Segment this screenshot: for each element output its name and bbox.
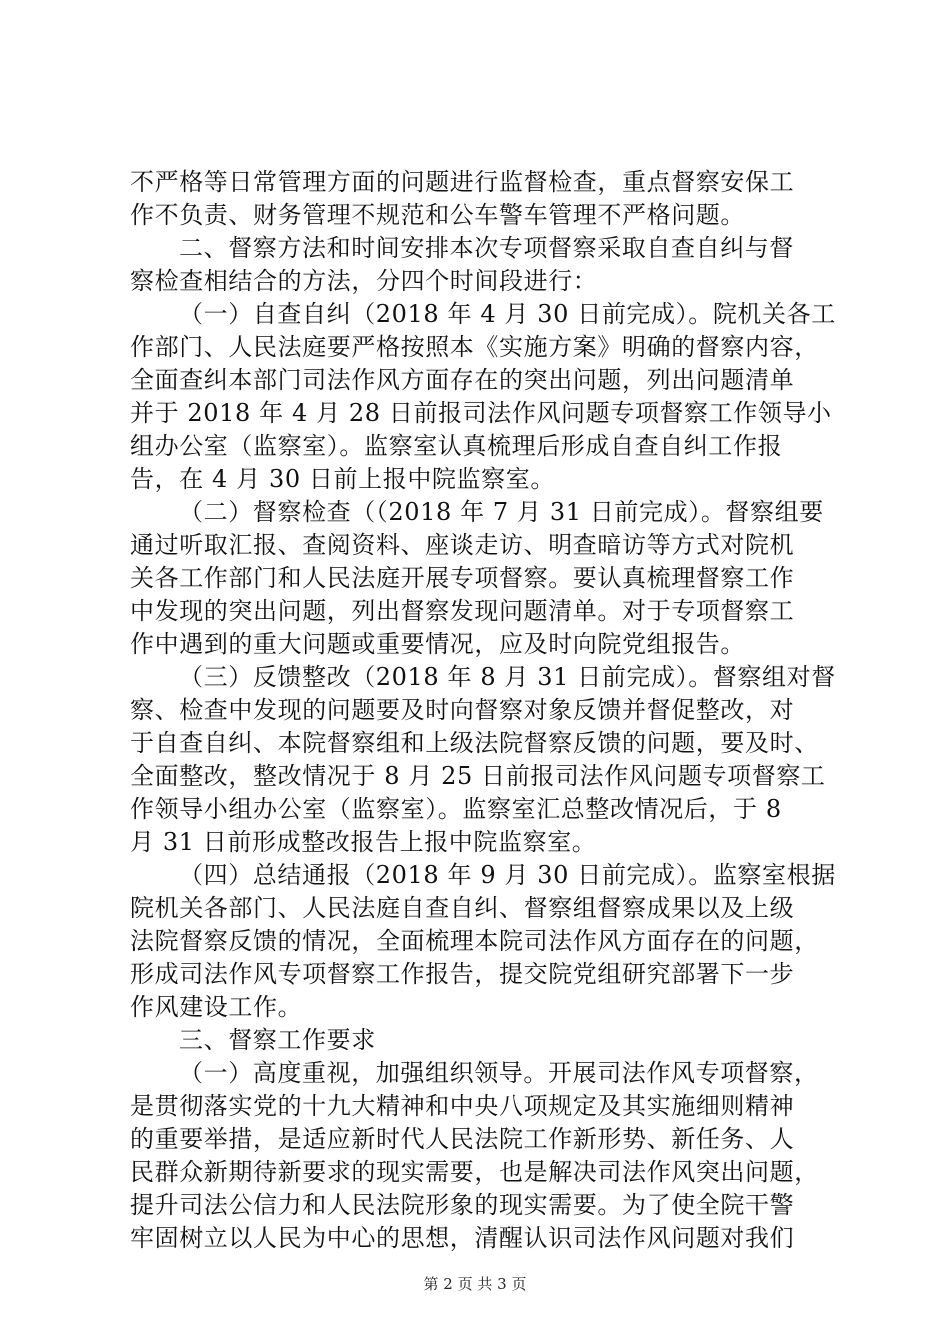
text-line: 院机关各部门、人民法庭自查自纠、督察组督察成果以及上级 [130, 894, 795, 922]
text-line: 不严格等日常管理方面的问题进行监督检查，重点督察安保工 [130, 168, 795, 196]
text-line: 中发现的突出问题，列出督察发现问题清单。对于专项督察工 [130, 597, 795, 625]
text-line: 通过听取汇报、查阅资料、座谈走访、明查暗访等方式对院机 [130, 531, 795, 559]
text-line: 察检查相结合的方法，分四个时间段进行： [130, 267, 598, 295]
text-line: 作中遇到的重大问题或重要情况，应及时向院党组报告。 [130, 630, 745, 658]
text-line: 作领导小组办公室（监察室）。监察室汇总整改情况后，于 8 [130, 795, 782, 823]
text-line: 组办公室（监察室）。监察室认真梳理后形成自查自纠工作报 [130, 432, 783, 460]
text-line: 告，在 4 月 30 日前上报中院监察室。 [130, 465, 555, 493]
section-heading: 三、督察工作要求 [179, 1026, 376, 1054]
page-number-footer: 第 2 页 共 3 页 [423, 1275, 527, 1293]
text-line: 全面整改，整改情况于 8 月 25 日前报司法作风问题专项督察工 [130, 762, 826, 790]
text-line: 作不负责、财务管理不规范和公车警车管理不严格问题。 [130, 201, 745, 229]
text-line: 作部门、人民法庭要严格按照本《实施方案》明确的督察内容， [130, 333, 819, 361]
text-line: 关各工作部门和人民法庭开展专项督察。要认真梳理督察工作 [130, 564, 795, 592]
text-line: 并于 2018 年 4 月 28 日前报司法作风问题专项督察工作领导小 [130, 399, 832, 427]
paragraph-start: （四）总结通报（2018 年 9 月 30 日前完成）。监察室根据 [179, 861, 836, 889]
paragraph-start: （一）自查自纠（2018 年 4 月 30 日前完成）。院机关各工 [179, 300, 836, 328]
text-line: 的重要举措，是适应新时代人民法院工作新形势、新任务、人 [130, 1125, 795, 1153]
text-line: 月 31 日前形成整改报告上报中院监察室。 [130, 828, 597, 856]
document-body [130, 166, 836, 1255]
text-line: 民群众新期待新要求的现实需要，也是解决司法作风突出问题， [130, 1158, 819, 1186]
paragraph-start: （三）反馈整改（2018 年 8 月 31 日前完成）。督察组对督 [179, 663, 836, 691]
text-line: 作风建设工作。 [130, 993, 303, 1021]
text-line: 全面查纠本部门司法作风方面存在的突出问题，列出问题清单 [130, 366, 795, 394]
text-line: 于自查自纠、本院督察组和上级法院督察反馈的问题，要及时、 [130, 729, 819, 757]
paragraph-start: （二）督察检查（（2018 年 7 月 31 日前完成）。督察组要 [179, 498, 824, 526]
text-line: 察、检查中发现的问题要及时向督察对象反馈并督促整改，对 [130, 696, 795, 724]
text-line: 法院督察反馈的情况，全面梳理本院司法作风方面存在的问题， [130, 927, 819, 955]
text-line: 提升司法公信力和人民法院形象的现实需要。为了使全院干警 [130, 1191, 795, 1219]
text-line: 形成司法作风专项督察工作报告，提交院党组研究部署下一步 [130, 960, 795, 988]
text-line: 牢固树立以人民为中心的思想，清醒认识司法作风问题对我们 [130, 1224, 795, 1252]
section-heading: 二、督察方法和时间安排本次专项督察采取自查自纠与督 [179, 234, 794, 262]
paragraph-start: （一）高度重视，加强组织领导。开展司法作风专项督察， [179, 1059, 819, 1087]
text-line: 是贯彻落实党的十九大精神和中央八项规定及其实施细则精神 [130, 1092, 795, 1120]
